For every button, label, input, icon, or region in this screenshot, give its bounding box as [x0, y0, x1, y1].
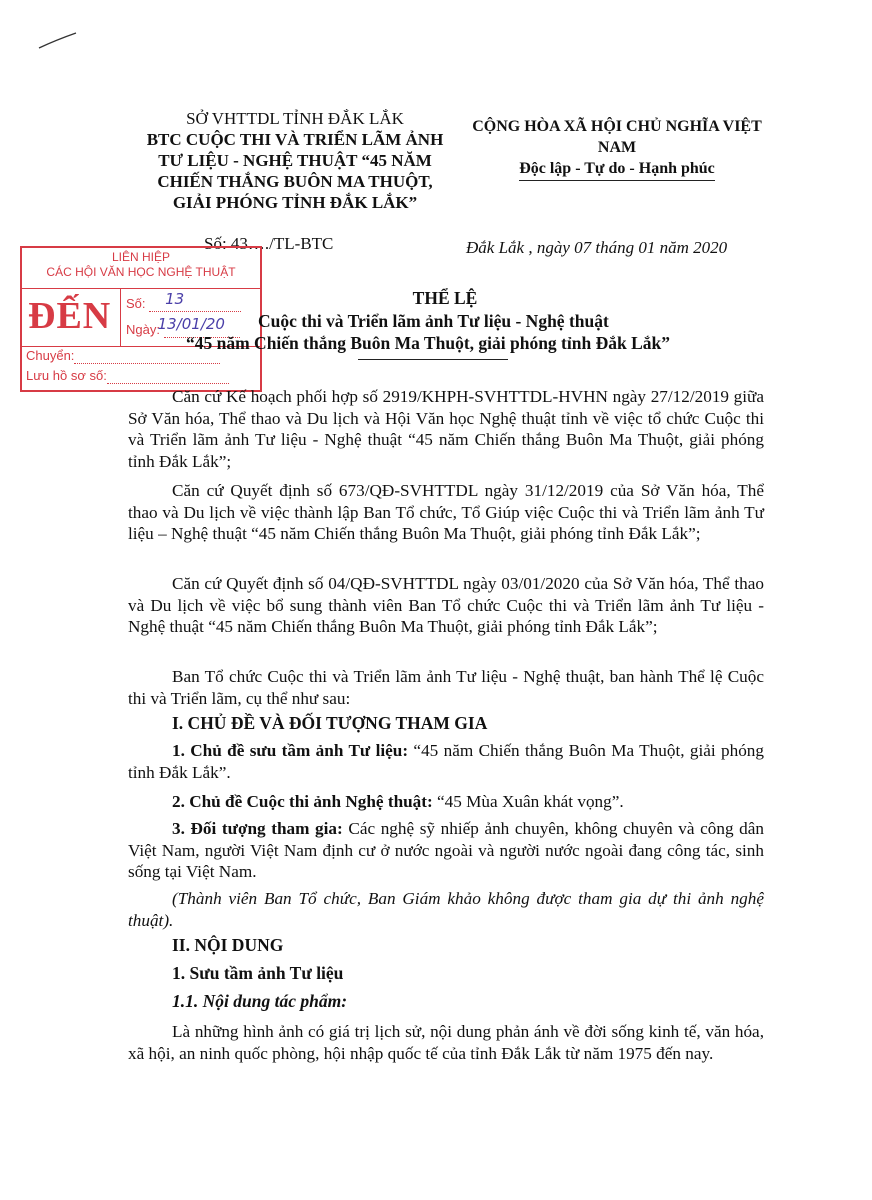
section-1-item-3 [128, 818, 764, 883]
section-2-paragraph-1: Là những hình ảnh có giá trị lịch sử, nội dung phản ánh về đời sống kinh tế, văn hóa, xã hội, an ninh quốc phòng, hội nhập quốc tế của tỉnh Đắk Lắk từ năm 1975 đến nay. [128, 1022, 764, 1063]
section-1-heading: I. CHỦ ĐỀ VÀ ĐỐI TƯỢNG THAM GIA [172, 713, 488, 733]
item-2-label: 2. Chủ đề Cuộc thi ảnh Nghệ thuật: [172, 792, 433, 811]
stamp-den: ĐẾN [28, 295, 112, 337]
document-number: Số: 43…./TL-BTC [204, 234, 334, 253]
document-title: THỂ LỆ [412, 288, 478, 308]
basis-paragraph-4: Ban Tổ chức Cuộc thi và Triển lãm ảnh Tư liệu - Nghệ thuật, ban hành Thể lệ Cuộc thi và Triển lãm, cụ thể như sau: [128, 667, 764, 708]
pen-stroke-mark [36, 30, 80, 52]
item-1-label: 1. Chủ đề sưu tầm ảnh Tư liệu: [172, 741, 409, 760]
section-2-heading: II. NỘI DUNG [172, 935, 284, 955]
item-3-text: Các nghệ sỹ nhiếp ảnh chuyên, không chuyên và công dân Việt Nam, người Việt Nam định cư ở nước ngoài và người nước ngoài đang công tác, sinh sống tại Việt Nam. [128, 819, 764, 881]
stamp-so-label: Số: [126, 296, 146, 311]
stamp-ngay-value: 13/01/20 [157, 315, 225, 333]
motto: Độc lập - Tự do - Hạnh phúc [519, 158, 715, 181]
stamp-so-row [126, 290, 241, 312]
section-1-note: (Thành viên Ban Tổ chức, Ban Giám khảo không được tham gia dự thi ảnh nghệ thuật). [128, 889, 764, 930]
committee-line-4: GIẢI PHÓNG TỈNH ĐẮK LẮK” [172, 193, 418, 212]
national-motto-block [452, 116, 782, 181]
stamp-org-line-2: CÁC HỘI VĂN HỌC NGHỆ THUẬT [46, 265, 236, 279]
committee-line-1: BTC CUỘC THI VÀ TRIỂN LÃM ẢNH [146, 130, 444, 149]
stamp-so-value: 13 [165, 290, 185, 308]
section-2-subheading-1: 1. Sưu tầm ảnh Tư liệu [172, 963, 344, 983]
agency-name: SỞ VHTTDL TỈNH ĐẮK LẮK [186, 109, 404, 128]
stamp-luu-label: Lưu hồ sơ số: [26, 368, 107, 383]
title-line-2: “45 năm Chiến thắng Buôn Ma Thuột, giải phóng tỉnh Đắk Lắk” [186, 333, 670, 353]
item-1-text: “45 năm Chiến thắng Buôn Ma Thuột, giải phóng tỉnh Đắk Lắk”. [128, 741, 764, 782]
issuing-agency-block [115, 108, 475, 213]
basis-paragraph-3: Căn cứ Quyết định số 04/QĐ-SVHTTDL ngày 03/01/2020 của Sở Văn hóa, Thể thao và Du lịch về việc bổ sung thành viên Ban Tổ chức Cuộc thi và Triển lãm ảnh Tư liệu - Nghệ thuật “45 năm Chiến thắng Buôn Ma Thuột, giải phóng tỉnh Đắk Lắk”; [128, 574, 764, 636]
stamp-org-line-1: LIÊN HIỆP [111, 250, 171, 264]
stamp-chuyen-label: Chuyển: [26, 348, 75, 363]
received-stamp [20, 246, 262, 392]
basis-paragraph-2: Căn cứ Quyết định số 673/QĐ-SVHTTDL ngày 31/12/2019 của Sở Văn hóa, Thể thao và Du lịch về việc thành lập Ban Tổ chức, Tổ Giúp việc Cuộc thi và Triển lãm ảnh Tư liệu – Nghệ thuật “45 năm Chiến thắng Buôn Ma Thuột, giải phóng tỉnh Đắk Lắk”; [128, 481, 764, 543]
committee-line-2: TƯ LIỆU - NGHỆ THUẬT “45 NĂM [158, 151, 432, 170]
section-2-subheading-1-1: 1.1. Nội dung tác phẩm: [172, 991, 348, 1011]
country-name: CỘNG HÒA XÃ HỘI CHỦ NGHĨA VIỆT NAM [472, 118, 762, 156]
item-2-text: “45 Mùa Xuân khát vọng”. [432, 792, 624, 811]
section-1-item-2 [128, 791, 764, 813]
section-1-item-1 [128, 740, 764, 783]
item-3-label: 3. Đối tượng tham gia: [172, 819, 343, 838]
committee-line-3: CHIẾN THẮNG BUÔN MA THUỘT, [157, 172, 433, 191]
title-underline [358, 359, 508, 360]
document-date: Đắk Lắk , ngày 07 tháng 01 năm 2020 [466, 238, 728, 257]
stamp-ngay-label: Ngày: [126, 322, 160, 337]
stamp-luu-row [26, 368, 229, 384]
title-line-1: Cuộc thi và Triển lãm ảnh Tư liệu - Nghệ thuật [258, 311, 609, 331]
basis-paragraph-1: Căn cứ Kế hoạch phối hợp số 2919/KHPH-SVHTTDL-HVHN ngày 27/12/2019 giữa Sở Văn hóa, Thể thao và Du lịch và Hội Văn học Nghệ thuật tỉnh về việc tổ chức Cuộc thi và Triển lãm ảnh Tư liệu - Nghệ thuật “45 năm Chiến thắng Buôn Ma Thuột, giải phóng tỉnh Đắk Lắk”; [128, 387, 764, 471]
